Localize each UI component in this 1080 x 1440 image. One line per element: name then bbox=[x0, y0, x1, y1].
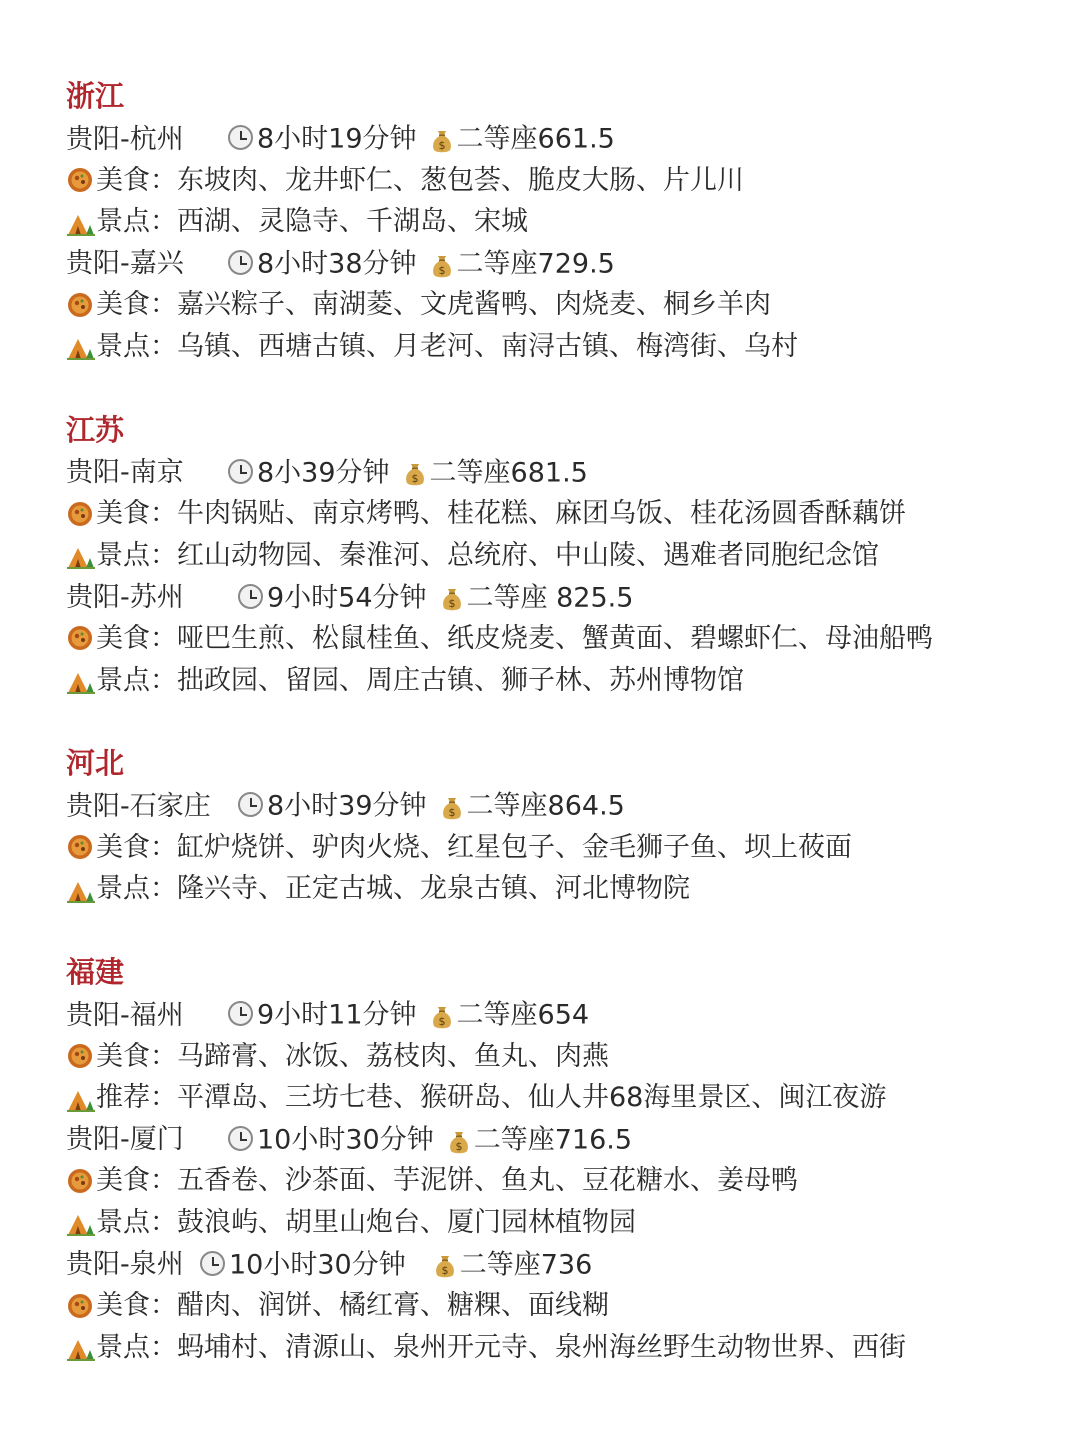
food-icon bbox=[66, 165, 94, 193]
route-line bbox=[66, 243, 1056, 285]
sights-text: 景点：拙政园、留园、周庄古镇、狮子林、苏州博物馆 bbox=[96, 664, 744, 696]
sights-text: 景点：乌镇、西塘古镇、月老河、南浔古镇、梅湾街、乌村 bbox=[96, 330, 798, 362]
sights-text: 推荐：平潭岛、三坊七巷、猴研岛、仙人井68海里景区、闽江夜游 bbox=[96, 1082, 887, 1114]
camping-icon bbox=[66, 875, 96, 901]
camping-icon bbox=[66, 208, 96, 234]
price: 二等座681.5 bbox=[429, 457, 588, 489]
money-bag-icon bbox=[448, 1126, 470, 1152]
duration: 8小时19分钟 bbox=[257, 124, 417, 156]
price: 二等座 825.5 bbox=[466, 582, 634, 614]
food-line bbox=[66, 160, 1056, 202]
route-name: 贵阳-石家庄 bbox=[66, 790, 211, 822]
clock-icon bbox=[238, 792, 263, 817]
route-name: 贵阳-厦门 bbox=[66, 1124, 184, 1156]
clock-icon bbox=[200, 1251, 225, 1276]
sights-line bbox=[66, 326, 1056, 368]
food-text: 美食：醋肉、润饼、橘红膏、糖粿、面线糊 bbox=[96, 1290, 609, 1322]
sights-text: 景点：鼓浪屿、胡里山炮台、厦门园林植物园 bbox=[96, 1206, 636, 1238]
section-zhejiang bbox=[66, 74, 1056, 368]
camping-icon bbox=[66, 332, 96, 358]
food-text: 美食：嘉兴粽子、南湖菱、文虎酱鸭、肉烧麦、桐乡羊肉 bbox=[96, 289, 771, 321]
food-text: 美食：缸炉烧饼、驴肉火烧、红星包子、金毛狮子鱼、坝上莜面 bbox=[96, 831, 852, 863]
svg-text:$: $ bbox=[448, 805, 456, 819]
food-icon bbox=[66, 1041, 94, 1069]
clock-icon bbox=[228, 125, 253, 150]
sights-line bbox=[66, 1327, 1056, 1369]
camping-icon bbox=[66, 1208, 96, 1234]
section-hebei bbox=[66, 741, 1056, 910]
camping-icon bbox=[66, 666, 96, 692]
route-name: 贵阳-苏州 bbox=[66, 582, 184, 614]
camping-icon bbox=[66, 541, 96, 567]
food-text: 美食：东坡肉、龙井虾仁、葱包荟、脆皮大肠、片儿川 bbox=[96, 164, 744, 196]
food-icon bbox=[66, 1291, 94, 1319]
money-bag-icon bbox=[441, 792, 463, 818]
duration: 10小时30分钟 bbox=[257, 1124, 434, 1156]
food-line bbox=[66, 827, 1056, 869]
food-line bbox=[66, 618, 1056, 660]
clock-icon bbox=[228, 1126, 253, 1151]
section-title: 河北 bbox=[66, 746, 125, 781]
sights-line bbox=[66, 660, 1056, 702]
sights-text: 景点：红山动物园、秦淮河、总统府、中山陵、遇难者同胞纪念馆 bbox=[96, 539, 879, 571]
route-line bbox=[66, 118, 1056, 160]
duration: 9小时54分钟 bbox=[267, 582, 427, 614]
clock-icon bbox=[228, 459, 253, 484]
price: 二等座716.5 bbox=[473, 1124, 633, 1156]
section-title: 福建 bbox=[66, 954, 125, 989]
food-text: 美食：马蹄膏、冰饭、荔枝肉、鱼丸、肉燕 bbox=[96, 1040, 609, 1072]
route-name: 贵阳-泉州 bbox=[66, 1249, 184, 1281]
price: 二等座661.5 bbox=[456, 124, 615, 156]
food-icon bbox=[66, 832, 94, 860]
money-bag-icon bbox=[404, 458, 426, 484]
sights-text: 景点：蚂埔村、清源山、泉州开元寺、泉州海丝野生动物世界、西街 bbox=[96, 1331, 906, 1363]
food-line bbox=[66, 493, 1056, 535]
route-name: 贵阳-福州 bbox=[66, 999, 184, 1031]
food-text: 美食：牛肉锅贴、南京烤鸭、桂花糕、麻团乌饭、桂花汤圆香酥藕饼 bbox=[96, 498, 906, 530]
money-bag-icon bbox=[434, 1250, 456, 1276]
route-line bbox=[66, 785, 1056, 827]
price: 二等座864.5 bbox=[466, 791, 625, 823]
clock-icon bbox=[238, 584, 263, 609]
route-name: 贵阳-南京 bbox=[66, 457, 184, 489]
svg-text:$: $ bbox=[438, 1014, 446, 1028]
food-text: 美食：哑巴生煎、松鼠桂鱼、纸皮烧麦、蟹黄面、碧螺虾仁、母油船鸭 bbox=[96, 622, 933, 654]
clock-icon bbox=[228, 1001, 253, 1026]
document-body bbox=[66, 74, 1056, 1408]
food-icon bbox=[66, 290, 94, 318]
section-jiangsu bbox=[66, 408, 1056, 702]
duration: 8小时38分钟 bbox=[257, 248, 417, 280]
food-icon bbox=[66, 499, 94, 527]
price: 二等座729.5 bbox=[456, 248, 615, 280]
svg-text:$: $ bbox=[438, 263, 446, 277]
money-bag-icon bbox=[441, 583, 463, 609]
price: 二等座736 bbox=[459, 1249, 593, 1281]
duration: 10小时30分钟 bbox=[229, 1249, 406, 1281]
route-line bbox=[66, 1243, 1056, 1285]
route-line bbox=[66, 452, 1056, 494]
food-line bbox=[66, 1036, 1056, 1078]
food-icon bbox=[66, 623, 94, 651]
duration: 8小时39分钟 bbox=[267, 791, 427, 823]
route-line bbox=[66, 576, 1056, 618]
camping-icon bbox=[66, 1084, 96, 1110]
camping-icon bbox=[66, 1333, 96, 1359]
duration: 8小39分钟 bbox=[257, 457, 390, 489]
clock-icon bbox=[228, 250, 253, 275]
route-line bbox=[66, 1119, 1056, 1161]
section-title: 浙江 bbox=[66, 79, 125, 113]
duration: 9小时11分钟 bbox=[257, 999, 417, 1031]
svg-text:$: $ bbox=[438, 138, 446, 152]
svg-text:$: $ bbox=[411, 472, 419, 486]
section-title: 江苏 bbox=[66, 412, 125, 447]
money-bag-icon bbox=[431, 125, 453, 151]
money-bag-icon bbox=[431, 250, 453, 276]
svg-text:$: $ bbox=[441, 1264, 449, 1278]
sights-line bbox=[66, 1202, 1056, 1244]
route-line bbox=[66, 994, 1056, 1036]
food-line bbox=[66, 284, 1056, 326]
food-icon bbox=[66, 1166, 94, 1194]
route-name: 贵阳-嘉兴 bbox=[66, 248, 184, 280]
price: 二等座654 bbox=[456, 999, 590, 1031]
food-line bbox=[66, 1285, 1056, 1327]
svg-text:$: $ bbox=[455, 1139, 463, 1153]
sights-line bbox=[66, 201, 1056, 243]
food-line bbox=[66, 1160, 1056, 1202]
section-fujian bbox=[66, 950, 1056, 1368]
sights-line bbox=[66, 535, 1056, 577]
route-name: 贵阳-杭州 bbox=[66, 123, 184, 155]
svg-text:$: $ bbox=[448, 597, 456, 611]
sights-text: 景点：西湖、灵隐寺、千湖岛、宋城 bbox=[96, 206, 528, 238]
money-bag-icon bbox=[431, 1001, 453, 1027]
sights-text: 景点：隆兴寺、正定古城、龙泉古镇、河北博物院 bbox=[96, 873, 690, 905]
sights-line bbox=[66, 868, 1056, 910]
food-text: 美食：五香卷、沙茶面、芋泥饼、鱼丸、豆花糖水、姜母鸭 bbox=[96, 1165, 798, 1197]
sights-line bbox=[66, 1077, 1056, 1119]
